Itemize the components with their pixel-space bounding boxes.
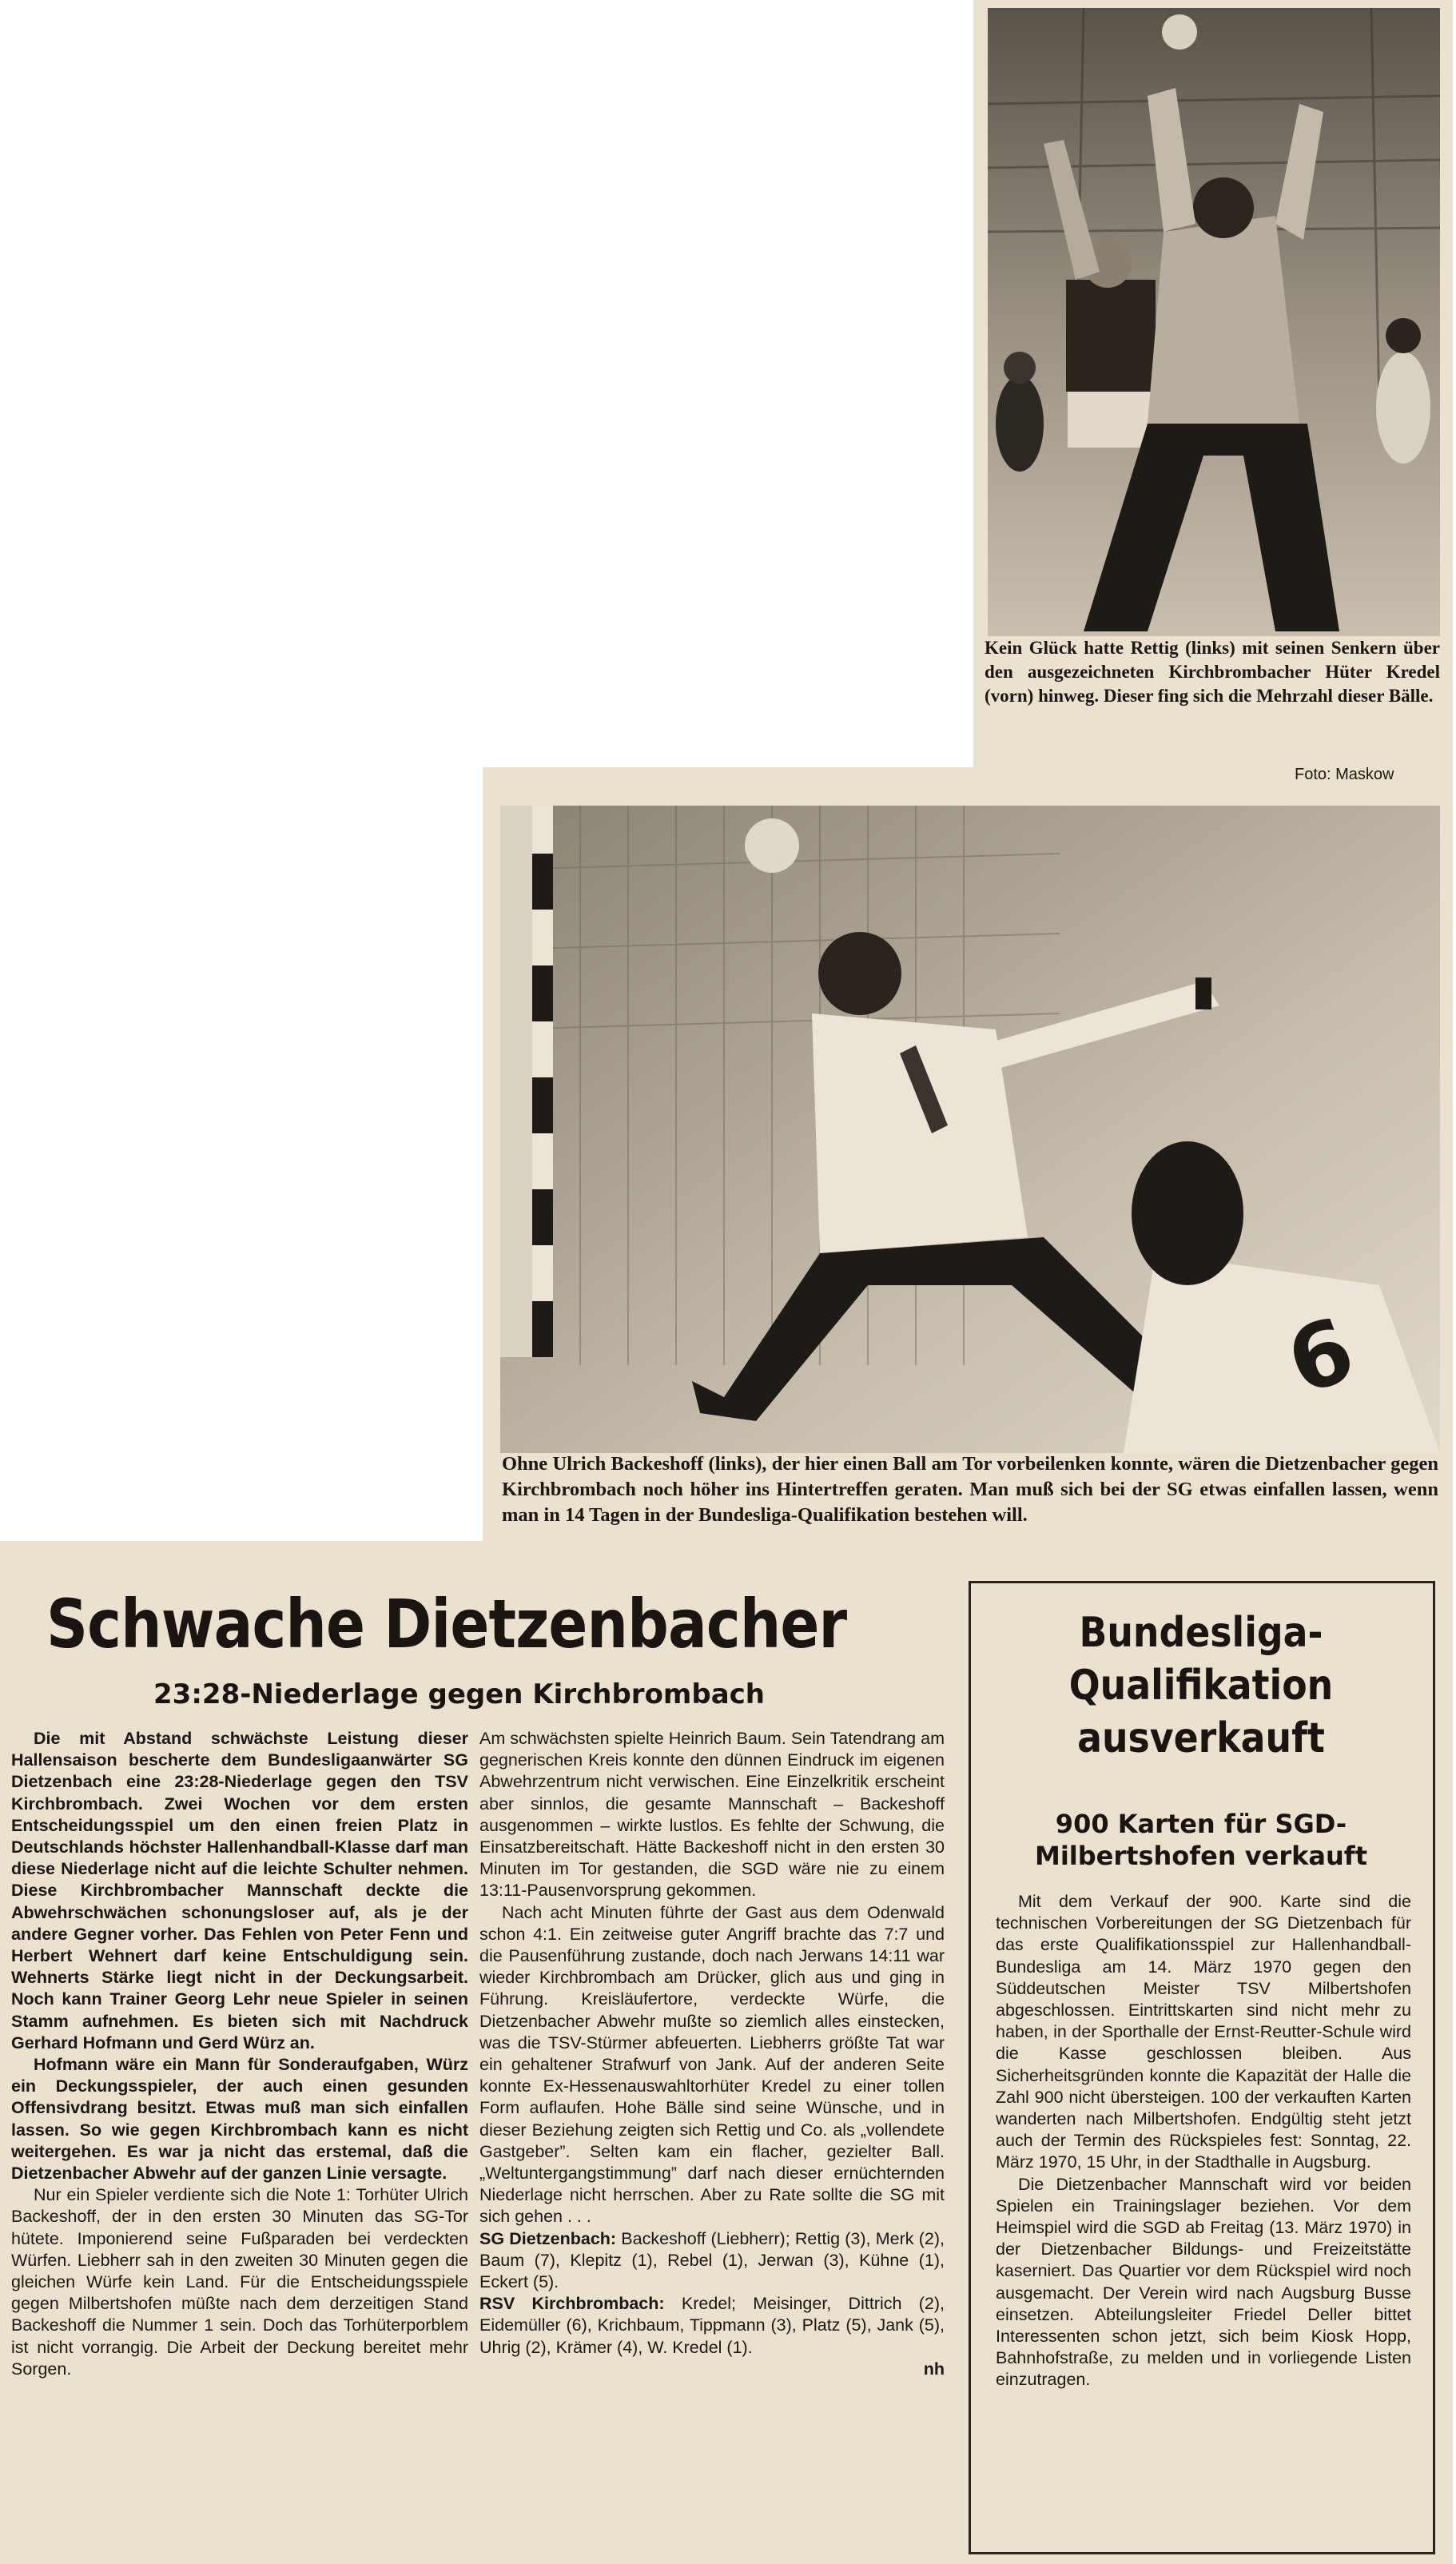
author-signature: nh [923, 2359, 945, 2379]
sidebar-title-line-3: ausverkauft [1077, 1714, 1325, 1762]
roster-players: Backeshoff (Liebherr); Rettig (3), Merk (2), Baum (7), Klepitz (1), Rebel (1), Jerwan (3), Kühne (1), Eckert (5). [479, 2228, 945, 2292]
article-paragraph-3: Nur ein Spieler verdiente sich die Note 1: Torhüter Ulrich Backeshoff, der in den ersten 30 Minuten das SG-Tor hütete. Imponierend seine Fußparaden bei verdeckten Würfen. Liebherr sah in den zweiten 30 Minuten gegen die gleichen Würfe kein Land. Für die Entscheidungsspiele gegen Milbertshofen müßte nach dem derzeitigen Stand Backeshoff die Nummer 1 sein. Doch das Torhüterporblem ist nicht vorrangig. Die Arbeit der Deckung bereitet mehr Sorgen. [11, 2185, 468, 2379]
sidebar-paragraph-1: Mit dem Verkauf der 900. Karte sind die technischen Vorbereitungen der SG Dietzenbach für das erste Qualifikationsspiel zur Hallenhandball-Bundesliga am 14. März 1970 gegen den Süddeutschen Meister TSV Milbertshofen abgeschlossen. Eintrittskarten sind nicht mehr zu haben, in der Sporthalle der Ernst-Reutter-Schule wird die Kasse geschlossen bleiben. Aus Sicherheitsgründen konnte die Kapazität der Halle die Zahl 900 nicht übersteigen. 100 der verkauften Karten wanderten nach Milbertshofen. Endgültig steht jetzt auch der Termin des Rückspieles fest: Sonntag, 22. März 1970, 15 Uhr, in der Stadthalle in Augsburg. [996, 1892, 1411, 2172]
sidebar-title-line-2: Qualifikation [1068, 1662, 1334, 1710]
article-paragraph-1: Die mit Abstand schwächste Leistung dieser Hallensaison bescherte dem Bundesligaanwärter SG Dietzenbach eine 23:28-Niederlage gegen den TSV Kirchbrombach. Zwei Wochen vor dem ersten Entscheidungsspiel um den einen freien Platz in Deutschlands höchster Hallenhandball-Klasse darf man diese Niederlage nicht auf die leichte Schulter nehmen. Diese Kirchbrombacher Mannschaft deckte die Abwehrschwächen schonungsloser auf, als je der andere Gegner vorher. Das Fehlen von Peter Fenn und Herbert Wehnert darf keine Entschuldigung sein. Wehnerts Stärke liegt nicht in der Deckungsarbeit. Noch kann Trainer Georg Lehr neue Spieler in seinen Stamm aufnehmen. Es bieten sich mit Nachdruck Gerhard Hofmann und Gerd Würz an. [11, 1729, 468, 2052]
article-column-1 [11, 1728, 468, 2564]
roster-team-name: RSV Kirchbrombach: [479, 2294, 665, 2314]
article-headline: Schwache Dietzenbacher [46, 1585, 847, 1663]
roster-players: Kredel; Meisinger, Dittrich (2), Eidemüller (6), Krichbaum, Tippmann (3), Platz (5), Jank (5), Uhrig (2), Krämer (4), W. Kredel (1). [479, 2294, 945, 2357]
sidebar-title-line-1: Bundesliga- [1079, 1609, 1323, 1657]
sidebar-paragraph-2: Die Dietzenbacher Mannschaft wird vor beiden Spielen ein Trainingslager beziehen. Vor dem Heimspiel wird die SGD ab Freitag (13. März 1970) in der Dietzenbacher Bildungs- und Freizeitstätte kaserniert. Das Quartier vor dem Rückspiel wird noch ausgemacht. Der Verein wird nach Augsburg Busse einsetzen. Abteilungsleiter Friedel Deller bittet Interessenten schon jetzt, sich beim Kiosk Hopp, Bahnhofstraße, zu melden und in vorliegende Listen einzutragen. [996, 2174, 1411, 2390]
photo-rettig-shooting [988, 8, 1440, 636]
article-column-2 [479, 1728, 945, 2564]
jersey-number: 6 [1274, 1297, 1367, 1415]
roster-rsv-kirchbrombach [479, 2293, 945, 2359]
photo2-caption: Ohne Ulrich Backeshoff (links), der hier einen Ball am Tor vorbeilenken konnte, wären die Dietzenbacher gegen Kirchbrombach noch höher ins Hintertreffen geraten. Man muß sich bei der SG etwas einfallen lassen, wenn man in 14 Tagen in der Bundesliga-Qualifikation bestehen will. [502, 1453, 1438, 1526]
sidebar-title [973, 1606, 1429, 1765]
article-paragraph-2: Hofmann wäre ein Mann für Sonderaufgaben, Würz ein Deckungsspieler, der auch einen gesunden Offensivdrang besitzt. Etwas muß man sich einfallen lassen. So wie gegen Kirchbrombach kann es nicht weitergehen. Es war ja nicht das erstemal, daß die Dietzenbacher Abwehr auf der ganzen Linie versagte. [11, 2055, 468, 2184]
photo-backeshoff-save [500, 806, 1440, 1453]
sidebar-text [996, 1891, 1411, 2546]
article-subheadline: 23:28-Niederlage gegen Kirchbrombach [153, 1678, 765, 1710]
article-paragraph-4: Am schwächsten spielte Heinrich Baum. Sein Tatendrang am gegnerischen Kreis konnte den dünnen Eindruck im eigenen Abwehrzentrum nicht verwischen. Eine Einzelkritik erscheint aber sinnlos, die gesamte Mannschaft – Backeshoff ausgenommen – wirkte lustlos. Es fehlte der Schwung, die Einsatzbereitschaft. Hätte Backeshoff nicht in den ersten 30 Minuten im Tor gestanden, die SGD wäre nie zu einem 13:11-Pausenvorsprung gekommen. [479, 1729, 945, 1901]
sidebar-subtitle-line-2: Milbertshofen verkauft [1034, 1841, 1368, 1871]
sidebar-subtitle [973, 1808, 1429, 1872]
photo1-credit: Foto: Maskow [1295, 766, 1394, 783]
sidebar-subtitle-line-1: 900 Karten für SGD- [1055, 1809, 1347, 1839]
roster-sg-dietzenbach [479, 2228, 945, 2294]
photo1-caption: Kein Glück hatte Rettig (links) mit seinen Senkern über den ausgezeichneten Kirchbrombacher Hüter Kredel (vorn) hinweg. Dieser fing sich die Mehrzahl dieser Bälle. [985, 638, 1440, 706]
roster-team-name: SG Dietzenbach: [479, 2228, 617, 2248]
article-paragraph-5: Nach acht Minuten führte der Gast aus dem Odenwald schon 4:1. Ein zeitweise guter Angriff brachte das 7:7 und die Pausenführung zustande, doch nach Jerwans 14:11 war wieder Kirchbrombach am Drücker, glich aus und ging in Führung. Kreisläufertore, verdeckte Würfe, die Dietzenbacher Abwehr mußte so ziemlich alles einstecken, was die TSV-Stürmer abfeuerten. Liebherrs größte Tat war ein gehaltener Strafwurf von Jank. Auf der anderen Seite konnte Ex-Hessenauswahltorhüter Kredel zu einer tollen Form auflaufen. Hohe Bälle sind seine Wünsche, und in dieser Beziehung zeigten sich Rettig und Co. als „vollendete Gastgeber”. Selten kam ein flacher, gezielter Ball. „Weltuntergangstimmung” darf nach dieser ernüchternden Niederlage nicht herrschen. Aber zu Rate sollte die SG mit sich gehen . . . [479, 1902, 945, 2227]
